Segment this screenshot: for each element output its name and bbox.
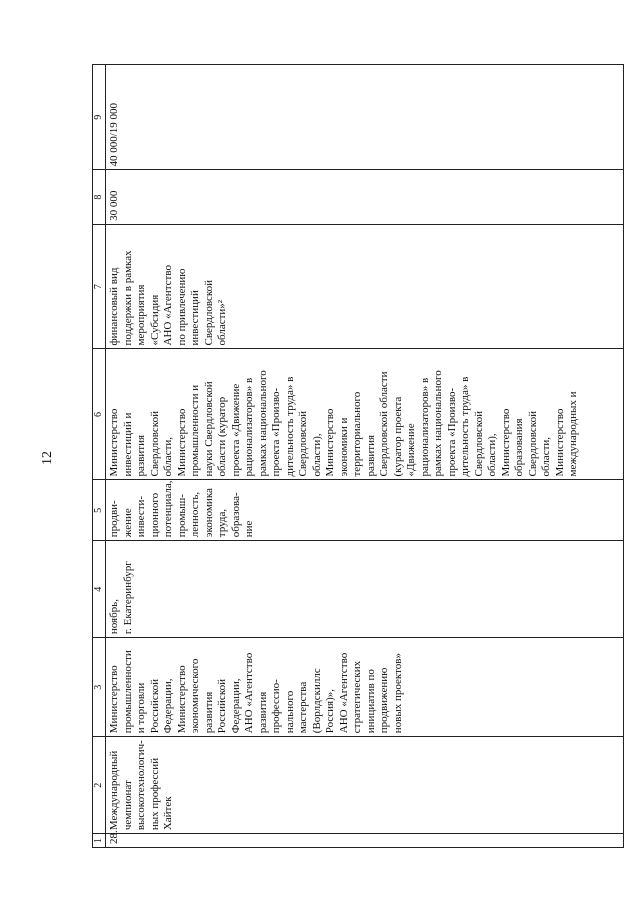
text-line: нального bbox=[283, 690, 296, 734]
text-line: Свердловской bbox=[472, 411, 485, 477]
text-line: чемпионат bbox=[121, 780, 134, 831]
col-header-1: 1 bbox=[93, 834, 106, 848]
text-line: области, bbox=[162, 436, 174, 477]
text-line: ленность, bbox=[189, 491, 201, 538]
text-line: Россия)», bbox=[324, 688, 336, 734]
text-line: Министерство bbox=[324, 408, 336, 477]
events-table bbox=[92, 64, 624, 848]
column-number-row bbox=[93, 65, 106, 848]
text-line: образования bbox=[513, 418, 525, 477]
col-header-9: 9 bbox=[93, 65, 106, 171]
cell-direction bbox=[106, 480, 624, 541]
text-line: Министерство bbox=[108, 408, 120, 477]
text-line: высокотехнологич- bbox=[135, 740, 147, 831]
text-line: и торговли bbox=[135, 682, 147, 734]
text-line: Министерство bbox=[499, 408, 512, 477]
text-line: экономики и bbox=[337, 417, 350, 477]
text-line: потенциала, bbox=[162, 480, 174, 538]
text-line: ционного bbox=[148, 492, 161, 538]
text-line: промыш- bbox=[175, 494, 188, 538]
text-line: области (куратор bbox=[216, 396, 228, 477]
text-line: стратегических bbox=[351, 660, 363, 734]
text-line: Российской bbox=[148, 679, 161, 734]
text-line: Министерство bbox=[175, 408, 188, 477]
text-line: (Ворлдскиллс bbox=[310, 668, 323, 734]
col-header-8: 8 bbox=[93, 170, 106, 224]
text-line: «Субсидия bbox=[148, 294, 161, 346]
text-line: мастерства bbox=[297, 681, 309, 734]
text-line: Российской bbox=[216, 679, 228, 734]
text-line: экономика bbox=[202, 488, 215, 538]
text-line: по привлечению bbox=[175, 268, 188, 346]
text-line: Федерации, bbox=[229, 678, 242, 734]
cell-responsible bbox=[106, 349, 624, 480]
text-line: рамках национального bbox=[256, 370, 269, 477]
text-line: дительность труда» в bbox=[459, 376, 471, 477]
text-line: международных и bbox=[567, 391, 579, 477]
text-line: Министерство bbox=[108, 665, 120, 734]
text-line: г. Екатеринбург bbox=[121, 561, 134, 635]
text-line: области), bbox=[486, 433, 498, 477]
col-header-5: 5 bbox=[93, 480, 106, 541]
text-line: ных профессий bbox=[148, 757, 161, 831]
text-line: развития bbox=[202, 691, 215, 734]
text-line: труда, bbox=[216, 508, 228, 538]
cell-amount-8: 30 000 bbox=[106, 170, 624, 224]
page-number: 12 bbox=[40, 451, 55, 465]
col-header-3: 3 bbox=[93, 638, 106, 737]
text-line: АНО «Агентство bbox=[243, 652, 255, 734]
text-line: Свердловской области bbox=[378, 371, 390, 477]
text-line: инициатив по bbox=[364, 669, 377, 734]
cell-event-name bbox=[106, 737, 624, 834]
text-line: промышленности и bbox=[189, 384, 201, 477]
text-line: промышленности bbox=[121, 650, 134, 734]
text-line: АНО «Агентство bbox=[337, 652, 350, 734]
col-header-4: 4 bbox=[93, 541, 106, 638]
text-line: инвестиций bbox=[189, 290, 201, 346]
text-line: проекта «Произво- bbox=[445, 387, 458, 477]
text-line: инвестиций и bbox=[121, 412, 134, 477]
col-header-2: 2 bbox=[93, 737, 106, 834]
text-line: ноябрь, bbox=[108, 599, 120, 635]
cell-support bbox=[106, 224, 624, 349]
table-row bbox=[106, 65, 624, 848]
text-line: Свердловской bbox=[202, 279, 215, 346]
cell-organizers bbox=[106, 638, 624, 737]
text-line: науки Свердловской bbox=[202, 381, 215, 477]
text-line: профессио- bbox=[270, 679, 282, 734]
text-line: Министерство bbox=[175, 665, 188, 734]
text-line: ние bbox=[243, 520, 255, 538]
text-line: развития bbox=[364, 434, 377, 477]
cell-date-place bbox=[106, 541, 624, 638]
text-line: рамках национального bbox=[432, 370, 444, 477]
text-line: «Движение bbox=[405, 423, 417, 477]
text-line: области, bbox=[540, 436, 552, 477]
text-line: области), bbox=[310, 433, 323, 477]
text-line: мероприятия bbox=[135, 284, 147, 346]
cell-amount-9: 40 000/19 000 bbox=[106, 65, 624, 171]
text-line: Хайтек bbox=[162, 796, 174, 831]
text-line: Свердловской bbox=[297, 411, 309, 477]
text-line: поддержки в рамках bbox=[121, 250, 134, 346]
text-line: экономического bbox=[189, 658, 201, 734]
cell-number: 28. bbox=[106, 834, 624, 848]
text-line: Международный bbox=[108, 750, 120, 831]
text-line: дительность труда» в bbox=[283, 376, 296, 477]
text-line: проекта «Произво- bbox=[270, 387, 282, 477]
text-line: новых проектов» bbox=[391, 653, 404, 734]
text-line: продви- bbox=[108, 500, 120, 538]
text-line: инвести- bbox=[135, 495, 147, 538]
text-line: Свердловской bbox=[148, 411, 161, 477]
text-line: финансовый вид bbox=[108, 267, 120, 346]
text-line: развития bbox=[256, 691, 269, 734]
col-header-6: 6 bbox=[93, 349, 106, 480]
text-line: развития bbox=[135, 434, 147, 477]
text-line: Министерство bbox=[553, 408, 566, 477]
col-header-7: 7 bbox=[93, 224, 106, 349]
text-line: (куратор проекта bbox=[391, 396, 404, 477]
text-line: Свердловской bbox=[526, 411, 539, 477]
text-line: рационализаторов» в bbox=[418, 377, 431, 477]
text-line: Федерации, bbox=[162, 678, 174, 734]
text-line: АНО «Агентство bbox=[162, 265, 174, 346]
text-line: продвижению bbox=[378, 667, 390, 734]
text-line: жение bbox=[121, 508, 134, 538]
text-line: рационализаторов» в bbox=[243, 377, 255, 477]
text-line: образова- bbox=[229, 492, 242, 538]
text-line: территориального bbox=[351, 391, 363, 477]
text-line: проекта «Движение bbox=[229, 383, 242, 477]
text-line: области»² bbox=[216, 299, 228, 346]
